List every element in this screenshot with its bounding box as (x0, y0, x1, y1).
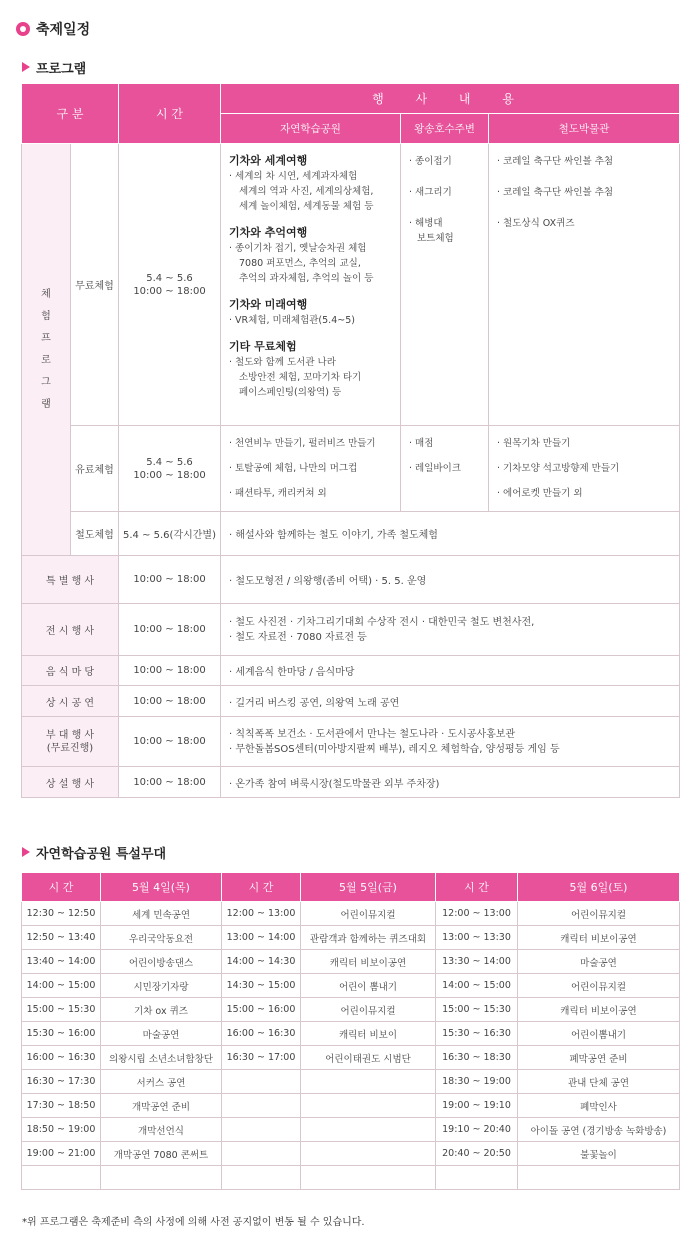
stage-row (22, 1046, 680, 1070)
free-lake-item: · 새그리기 (409, 187, 452, 198)
paid-park-item: · 토탈공예 체험, 나만의 머그컵 (229, 463, 358, 474)
day2-event (301, 1166, 436, 1190)
header-museum: 철도박물관 (489, 114, 680, 144)
day3-time: 13:00 ~ 13:30 (436, 926, 518, 950)
free-park-block (229, 152, 392, 214)
free-park-block-title: 기차와 미래여행 (229, 298, 308, 311)
day3-time: 14:00 ~ 15:00 (436, 974, 518, 998)
header-time: 시 간 (119, 84, 221, 144)
free-park-block-line: · 철도와 함께 도서관 나라 (229, 357, 336, 368)
free-park-block-line: 소방안전 체험, 꼬마기차 타기 (239, 372, 362, 383)
stage-row (22, 1022, 680, 1046)
free-park-block (229, 224, 392, 286)
day3-time: 20:40 ~ 20:50 (436, 1142, 518, 1166)
day2-time (222, 1070, 301, 1094)
section-stage-title-text: 자연학습공원 특설무대 (36, 846, 167, 862)
day2-time: 13:00 ~ 14:00 (222, 926, 301, 950)
day1-event: 우리국악동요전 (101, 926, 222, 950)
stage-row (22, 998, 680, 1022)
experience-label (22, 144, 71, 556)
stage-row (22, 1118, 680, 1142)
day1-event: 개막공연 7080 콘써트 (101, 1142, 222, 1166)
free-museum-item: · 코레일 축구단 싸인볼 추첨 (497, 187, 614, 198)
page-title-text: 축제일정 (36, 22, 91, 38)
day1-event: 어린이방송댄스 (101, 950, 222, 974)
day3-event: 어린이뮤지컬 (518, 902, 680, 926)
stage-row (22, 1094, 680, 1118)
day2-event: 어린이뮤지컬 (301, 902, 436, 926)
day2-event (301, 1094, 436, 1118)
section-program-title-text: 프로그램 (36, 61, 87, 77)
header-category: 구 분 (22, 84, 119, 144)
free-museum-item: · 코레일 축구단 싸인볼 추첨 (497, 156, 614, 167)
triangle-bullet-icon (22, 62, 30, 72)
free-park-block-line: 세계 놀이체험, 세계동물 체험 등 (239, 201, 374, 212)
day3-time: 19:10 ~ 20:40 (436, 1118, 518, 1142)
day2-event (301, 1070, 436, 1094)
row-content-line: · 철도 사진전 · 기차그리기대회 수상작 전시 · 대한민국 철도 변천사전, (229, 616, 535, 628)
free-park-block-line: 7080 퍼포먼스, 추억의 교실, (239, 258, 361, 269)
day1-time: 15:30 ~ 16:00 (22, 1022, 101, 1046)
footnote: *위 프로그램은 축제준비 측의 사정에 의해 사전 공지없이 변동 될 수 있습니다. (22, 1217, 365, 1228)
paid-museum (489, 426, 680, 512)
day2-event: 관람객과 함께하는 퀴즈대회 (301, 926, 436, 950)
day3-time: 13:30 ~ 14:00 (436, 950, 518, 974)
row-name (22, 717, 119, 767)
day1-event: 기차 ox 퀴즈 (101, 998, 222, 1022)
free-park-block (229, 338, 392, 400)
day2-event: 어린이 뽐내기 (301, 974, 436, 998)
day1-event: 시민장기자랑 (101, 974, 222, 998)
experience-label-text: 체 험 프 로 그 램 (41, 288, 51, 410)
row-content: · 길거리 버스킹 공연, 의왕역 노래 공연 (221, 686, 680, 717)
day2-event: 어린이뮤지컬 (301, 998, 436, 1022)
day2-event: 어린이태권도 시범단 (301, 1046, 436, 1070)
stage-row (22, 926, 680, 950)
row-time: 10:00 ~ 18:00 (119, 604, 221, 656)
day3-time: 19:00 ~ 19:10 (436, 1094, 518, 1118)
free-time (119, 144, 221, 426)
paid-park (221, 426, 401, 512)
free-park-block-line: 페이스페인팅(의왕역) 등 (239, 387, 342, 398)
day3-time: 16:30 ~ 18:30 (436, 1046, 518, 1070)
day2-time: 16:30 ~ 17:00 (222, 1046, 301, 1070)
day1-event: 의왕시립 소년소녀합창단 (101, 1046, 222, 1070)
row-time: 10:00 ~ 18:00 (119, 717, 221, 767)
day2-event: 캐릭터 비보이공연 (301, 950, 436, 974)
free-park-block-line: · 세계의 차 시연, 세계과자체험 (229, 171, 358, 182)
day3-time: 12:00 ~ 13:00 (436, 902, 518, 926)
day3-event: 불꽃놀이 (518, 1142, 680, 1166)
row-content-line: · 철도 자료전 · 7080 자료전 등 (229, 631, 367, 643)
header-park: 자연학습공원 (221, 114, 401, 144)
free-lake-item: · 해병대 (409, 218, 443, 229)
day2-time: 12:00 ~ 13:00 (222, 902, 301, 926)
day3-event (518, 1166, 680, 1190)
row-content (221, 604, 680, 656)
day1-time: 19:00 ~ 21:00 (22, 1142, 101, 1166)
row-name-line: (무료진행) (46, 742, 94, 754)
free-lake-item: 보트체험 (417, 233, 454, 244)
paid-name: 유료체험 (71, 426, 119, 512)
circle-bullet-icon (16, 22, 30, 36)
day3-event: 폐막인사 (518, 1094, 680, 1118)
row-content-line: · 무한돌봄SOS센터(미아방지팔찌 배부), 레지오 체험학습, 양성평등 게임 등 (229, 743, 560, 755)
rail-time: 5.4 ~ 5.6(각시간별) (119, 512, 221, 556)
paid-museum-item: · 기차모양 석고방향제 만들기 (497, 463, 620, 474)
row-name: 상 설 행 사 (22, 767, 119, 798)
row-time: 10:00 ~ 18:00 (119, 686, 221, 717)
row-time: 10:00 ~ 18:00 (119, 656, 221, 686)
free-time-hours: 10:00 ~ 18:00 (133, 285, 206, 297)
day2-time: 14:00 ~ 14:30 (222, 950, 301, 974)
stage-row (22, 1166, 680, 1190)
day3-time: 15:00 ~ 15:30 (436, 998, 518, 1022)
stage-row (22, 974, 680, 998)
day1-time: 18:50 ~ 19:00 (22, 1118, 101, 1142)
row-name-line: 부 대 행 사 (45, 729, 95, 741)
free-park-block-line: 세계의 역과 사진, 세계의상체험, (239, 186, 374, 197)
free-park-block-title: 기차와 추억여행 (229, 226, 308, 239)
day1-event: 개막공연 준비 (101, 1094, 222, 1118)
day1-time: 15:00 ~ 15:30 (22, 998, 101, 1022)
paid-time-hours: 10:00 ~ 18:00 (133, 469, 206, 481)
free-museum-item: · 철도상식 OX퀴즈 (497, 218, 575, 229)
paid-museum-item: · 원목기차 만들기 (497, 438, 571, 449)
free-park-block (229, 296, 392, 328)
header-day1: 5월 4일(목) (101, 873, 222, 902)
header-time-3: 시 간 (436, 873, 518, 902)
paid-lake (401, 426, 489, 512)
day2-time: 15:00 ~ 16:00 (222, 998, 301, 1022)
free-park-block-line: · 종이기차 접기, 옛날승차권 체험 (229, 243, 367, 254)
row-name: 상 시 공 연 (22, 686, 119, 717)
free-name: 무료체험 (71, 144, 119, 426)
stage-row (22, 902, 680, 926)
free-lake (401, 144, 489, 426)
section-stage-title (22, 843, 166, 861)
free-lake-item: · 종이접기 (409, 156, 452, 167)
free-museum (489, 144, 680, 426)
day1-event: 개막선언식 (101, 1118, 222, 1142)
day1-event: 서커스 공연 (101, 1070, 222, 1094)
day1-time: 16:00 ~ 16:30 (22, 1046, 101, 1070)
day1-time: 12:30 ~ 12:50 (22, 902, 101, 926)
paid-time (119, 426, 221, 512)
rail-content: · 해설사와 함께하는 철도 이야기, 가족 철도체험 (221, 512, 680, 556)
day1-time: 14:00 ~ 15:00 (22, 974, 101, 998)
day2-time (222, 1142, 301, 1166)
day3-event: 마술공연 (518, 950, 680, 974)
triangle-bullet-icon (22, 847, 30, 857)
day1-time: 17:30 ~ 18:50 (22, 1094, 101, 1118)
day3-time (436, 1166, 518, 1190)
day3-event: 어린이뮤지컬 (518, 974, 680, 998)
free-park-block-title: 기차와 세계여행 (229, 154, 308, 167)
day3-event: 캐릭터 비보이공연 (518, 998, 680, 1022)
header-time-1: 시 간 (22, 873, 101, 902)
day1-time: 12:50 ~ 13:40 (22, 926, 101, 950)
stage-table (21, 872, 680, 1190)
day1-event: 세계 민속공연 (101, 902, 222, 926)
free-park-block-line: · VR체험, 미래체험관(5.4~5) (229, 315, 355, 326)
row-content (221, 717, 680, 767)
header-time-2: 시 간 (222, 873, 301, 902)
day3-event: 캐릭터 비보이공연 (518, 926, 680, 950)
row-time: 10:00 ~ 18:00 (119, 767, 221, 798)
day2-time: 16:00 ~ 16:30 (222, 1022, 301, 1046)
day2-time (222, 1094, 301, 1118)
section-program-title (22, 58, 86, 76)
paid-lake-item: · 매점 (409, 438, 434, 449)
day2-time (222, 1118, 301, 1142)
day3-event: 폐막공연 준비 (518, 1046, 680, 1070)
row-name: 전 시 행 사 (22, 604, 119, 656)
day1-event: 마술공연 (101, 1022, 222, 1046)
paid-time-dates: 5.4 ~ 5.6 (146, 456, 193, 468)
day2-event: 캐릭터 비보이 (301, 1022, 436, 1046)
free-park-block-title: 기타 무료체험 (229, 340, 297, 353)
paid-park-item: · 천연비누 만들기, 펄러비즈 만들기 (229, 438, 376, 449)
day1-time: 16:30 ~ 17:30 (22, 1070, 101, 1094)
day2-event (301, 1118, 436, 1142)
row-name: 음 식 마 당 (22, 656, 119, 686)
day1-time (22, 1166, 101, 1190)
row-content-line: · 칙칙폭폭 보건소 · 도서관에서 만나는 철도나라 · 도시공사홍보관 (229, 728, 516, 740)
rail-name: 철도체험 (71, 512, 119, 556)
free-park (221, 144, 401, 426)
program-table (21, 83, 680, 798)
free-time-dates: 5.4 ~ 5.6 (146, 272, 193, 284)
row-time: 10:00 ~ 18:00 (119, 556, 221, 604)
row-name: 특 별 행 사 (22, 556, 119, 604)
paid-museum-item: · 에어로켓 만들기 외 (497, 488, 583, 499)
day1-time: 13:40 ~ 14:00 (22, 950, 101, 974)
day3-time: 15:30 ~ 16:30 (436, 1022, 518, 1046)
day3-event: 어린이뽐내기 (518, 1022, 680, 1046)
day2-event (301, 1142, 436, 1166)
day3-event: 아이돌 공연 (경기방송 녹화방송) (518, 1118, 680, 1142)
row-content: · 철도모형전 / 의왕행(좀비 어택) · 5. 5. 운영 (221, 556, 680, 604)
page-title (16, 18, 90, 40)
day3-time: 18:30 ~ 19:00 (436, 1070, 518, 1094)
stage-row (22, 1142, 680, 1166)
stage-row (22, 950, 680, 974)
paid-lake-item: · 레일바이크 (409, 463, 461, 474)
stage-row (22, 1070, 680, 1094)
header-day2: 5월 5일(금) (301, 873, 436, 902)
day3-event: 관내 단체 공연 (518, 1070, 680, 1094)
header-events: 행 사 내 용 (221, 84, 680, 114)
paid-park-item: · 패션타투, 캐리커쳐 외 (229, 488, 327, 499)
day1-event (101, 1166, 222, 1190)
row-content: · 온가족 참여 벼룩시장(철도박물관 외부 주차장) (221, 767, 680, 798)
row-content: · 세계음식 한마당 / 음식마당 (221, 656, 680, 686)
header-day3: 5월 6일(토) (518, 873, 680, 902)
header-lake: 왕송호수주변 (401, 114, 489, 144)
day2-time: 14:30 ~ 15:00 (222, 974, 301, 998)
day2-time (222, 1166, 301, 1190)
free-park-block-line: 추억의 과자체험, 추억의 놀이 등 (239, 273, 374, 284)
